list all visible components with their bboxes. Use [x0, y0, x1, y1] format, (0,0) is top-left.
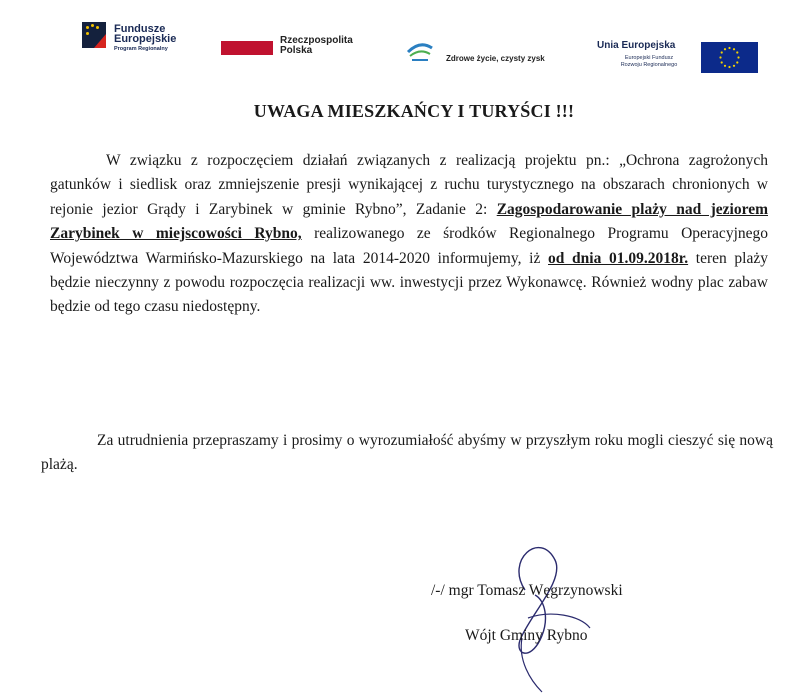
notice-paragraph-1 — [50, 149, 768, 320]
notice-paragraph-2 — [41, 429, 773, 478]
polska-label: Rzeczpospolita Polska — [280, 35, 353, 56]
warmia-mazury-logo — [404, 38, 436, 64]
apology-text: Za utrudnienia przepraszamy i prosimy o wyrozumiałość abyśmy w przyszłym roku mogli cieszyć się nową plażą. — [41, 432, 773, 474]
handwritten-signature — [470, 520, 610, 695]
polska-flag-icon — [221, 41, 273, 55]
eu-flag-icon — [701, 42, 758, 73]
notice-title: UWAGA MIESZKAŃCY I TURYŚCI !!! — [253, 101, 575, 121]
signatory-title: Wójt Gminy Rybno — [465, 627, 588, 644]
fundusze-europejskie-logo — [82, 22, 106, 48]
eu-subtitle: Europejski Fundusz Rozwoju Regionalnego — [620, 55, 678, 68]
signatory-name: /-/ mgr Tomasz Węgrzynowski — [431, 582, 623, 599]
paragraph-1-middle: realizowanego ze środków Regionalnego Programu Operacyjnego Województwa Warmińsko-Mazurskiego na lata 2014-2020 informujemy, iż — [50, 225, 769, 267]
paragraph-1-end: teren plaży będzie nieczynny z powodu rozpoczęcia realizacji ww. inwestycji przez Wykonawcę. Również wodny plac zabaw będzie od tego czasu niedostępny. — [50, 249, 768, 316]
task-name: Zagospodarowanie plaży nad jeziorem Zarybinek w miejscowości Rybno, — [50, 200, 768, 243]
fundusze-subtitle: Program Regionalny — [114, 46, 168, 52]
fundusze-title: Fundusze Europejskie — [114, 23, 177, 45]
closure-date: od dnia 01.09.2018r. — [548, 249, 689, 267]
warmia-slogan: Zdrowe życie, czysty zysk — [446, 54, 545, 63]
header-logos — [0, 0, 800, 90]
paragraph-1-intro: W związku z rozpoczęciem działań związanych z realizacją projektu pn.: „Ochrona zagrożonych gatunków i siedlisk oraz zmniejszenie presji wynikającej z ruchu turystycznego na obszarach chronionych w rejonie jezior Grądy i Zarybinek w gminie Rybno”, Zadanie 2: — [50, 152, 768, 218]
eu-title: Unia Europejska — [597, 40, 676, 51]
